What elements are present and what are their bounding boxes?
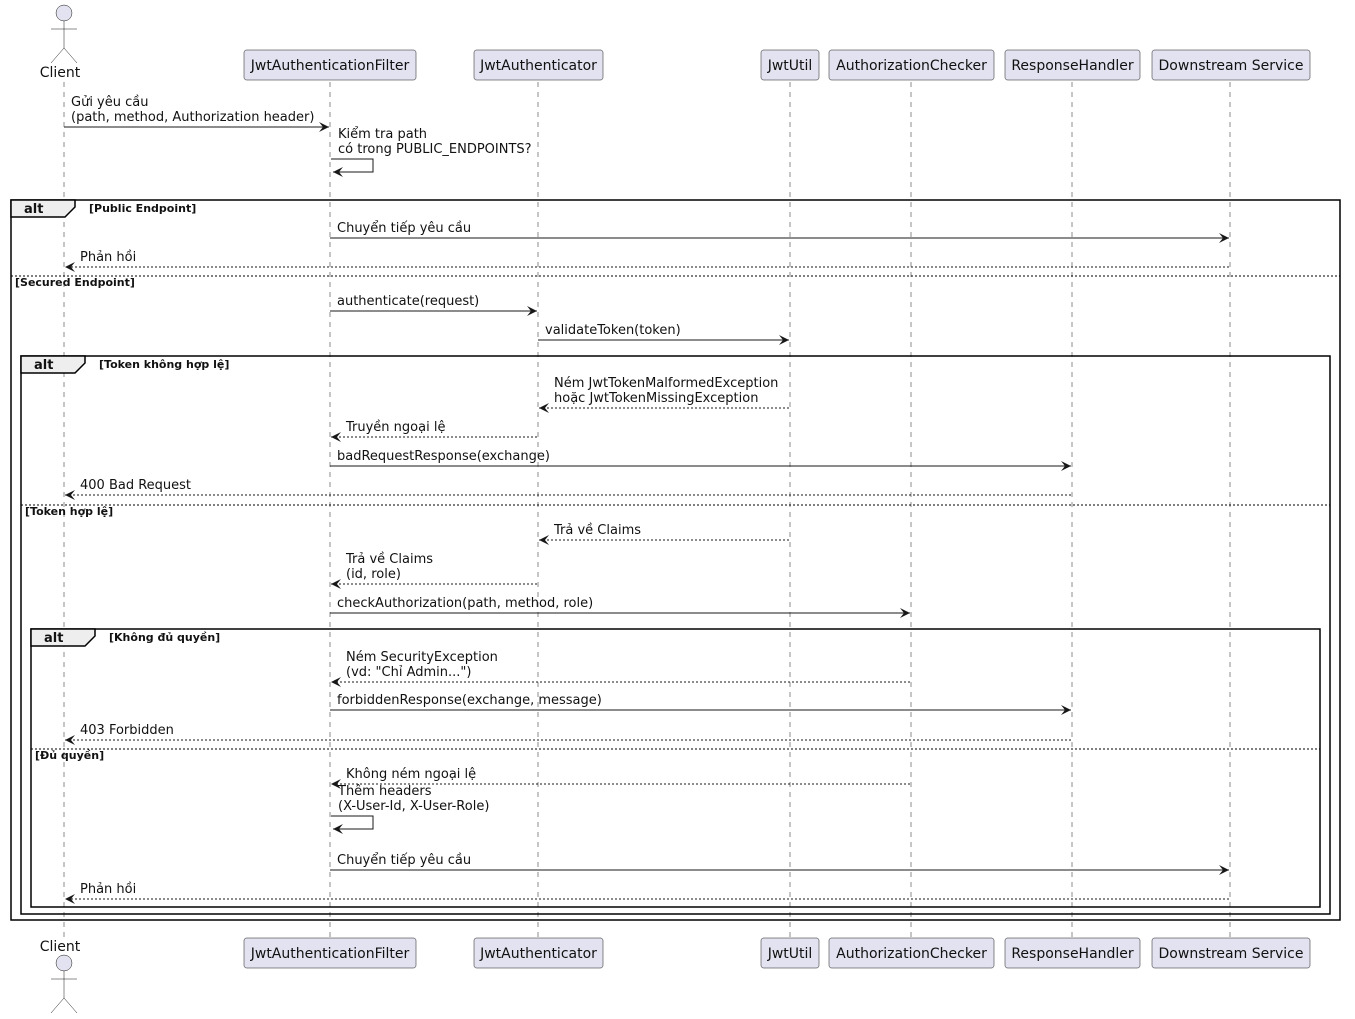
participant-label: Downstream Service — [1158, 58, 1304, 74]
message-label: Ném JwtTokenMalformedException — [554, 376, 779, 391]
message — [330, 693, 1071, 710]
fragment-guard: [Không đủ quyền] — [109, 631, 221, 644]
participant-box-util-bottom — [761, 938, 819, 968]
message — [539, 376, 789, 408]
fragment-guard: [Public Endpoint] — [89, 202, 197, 215]
actor-leg — [64, 48, 77, 63]
participant-box-auth-bottom — [474, 938, 603, 968]
actor-bottom — [40, 939, 81, 1013]
self-message-arrow — [331, 159, 373, 172]
message-label: Phản hồi — [80, 250, 137, 265]
actor-head-icon — [56, 5, 72, 21]
message-label: (vd: "Chỉ Admin...") — [346, 665, 472, 680]
alt-fragment — [11, 200, 1340, 920]
participant-label: ResponseHandler — [1011, 58, 1134, 74]
fragment-frame — [11, 200, 1340, 920]
participant-label: JwtUtil — [767, 946, 813, 962]
message-label: forbiddenResponse(exchange, message) — [337, 693, 602, 708]
fragment-guard: [Đủ quyền] — [35, 749, 105, 762]
message — [330, 294, 537, 311]
fragment-guard: [Token hợp lệ] — [25, 505, 114, 518]
participant-label: JwtUtil — [767, 58, 813, 74]
participant-label: ResponseHandler — [1011, 946, 1134, 962]
message — [538, 323, 789, 340]
message — [330, 221, 1229, 238]
message-label: 400 Bad Request — [80, 478, 192, 493]
message — [65, 882, 1229, 899]
alt-fragment — [31, 629, 1320, 907]
message-label: Truyền ngoại lệ — [346, 420, 446, 435]
participant-label: JwtAuthenticationFilter — [250, 946, 410, 962]
message — [330, 853, 1229, 870]
actor-leg — [51, 48, 64, 63]
message-label: hoặc JwtTokenMissingException — [554, 391, 759, 406]
message-label: badRequestResponse(exchange) — [337, 449, 550, 464]
fragment-guard: [Secured Endpoint] — [15, 276, 135, 289]
message-label: Thêm headers — [338, 784, 432, 799]
message — [331, 650, 910, 682]
message-label: (X-User-Id, X-User-Role) — [338, 799, 490, 814]
message — [330, 596, 910, 613]
message-label: authenticate(request) — [337, 294, 480, 309]
participant-box-util-top — [761, 50, 819, 80]
participant-box-down-top — [1152, 50, 1310, 80]
fragment-guard: [Token không hợp lệ] — [99, 358, 230, 371]
message — [331, 420, 537, 437]
participant-box-auth-top — [474, 50, 603, 80]
message-label: Phản hồi — [80, 882, 137, 897]
participant-label: JwtAuthenticator — [480, 946, 597, 962]
message — [331, 552, 537, 584]
participant-label: Downstream Service — [1158, 946, 1304, 962]
participant-box-resp-bottom — [1005, 938, 1140, 968]
participant-label: JwtAuthenticator — [480, 58, 597, 74]
message — [65, 478, 1071, 495]
message-label: có trong PUBLIC_ENDPOINTS? — [338, 142, 532, 157]
message — [64, 95, 329, 127]
message-label: Trả về Claims — [554, 523, 642, 538]
participant-label: Client — [39, 939, 81, 955]
message-label: Chuyển tiếp yêu cầu — [337, 221, 472, 236]
message — [331, 767, 910, 784]
participant-box-down-bottom — [1152, 938, 1310, 968]
message-label: checkAuthorization(path, method, role) — [337, 596, 594, 611]
fragment-keyword: alt — [24, 202, 44, 217]
message-label: Trả về Claims — [346, 552, 434, 567]
actor-top — [40, 5, 81, 81]
participant-box-resp-top — [1005, 50, 1140, 80]
message-label: (id, role) — [346, 567, 401, 582]
actor-leg — [51, 998, 64, 1013]
message-label: (path, method, Authorization header) — [71, 110, 315, 125]
message-label: Chuyển tiếp yêu cầu — [337, 853, 472, 868]
participant-box-checker-bottom — [829, 938, 994, 968]
participant-box-filter-bottom — [244, 938, 416, 968]
self-message-arrow — [331, 816, 373, 829]
participant-box-checker-top — [829, 50, 994, 80]
participant-label: AuthorizationChecker — [836, 58, 987, 74]
actor-head-icon — [56, 955, 72, 971]
participant-label: AuthorizationChecker — [836, 946, 987, 962]
message — [539, 523, 789, 540]
message-label: 403 Forbidden — [80, 723, 174, 738]
message-label: Kiểm tra path — [338, 127, 428, 142]
message-label: Ném SecurityException — [346, 650, 498, 665]
participant-box-filter-top — [244, 50, 416, 80]
message-label: validateToken(token) — [545, 323, 681, 338]
message — [330, 449, 1071, 466]
message-label: Không ném ngoại lệ — [346, 767, 477, 782]
message-label: Gửi yêu cầu — [71, 95, 149, 110]
message — [65, 250, 1229, 267]
message — [331, 127, 532, 172]
fragment-keyword: alt — [44, 631, 64, 646]
participant-label: JwtAuthenticationFilter — [250, 58, 410, 74]
actor-leg — [64, 998, 77, 1013]
participant-label: Client — [39, 65, 81, 81]
message — [331, 784, 489, 829]
fragment-frame — [31, 629, 1320, 907]
fragment-keyword: alt — [34, 358, 54, 373]
message — [65, 723, 1071, 740]
